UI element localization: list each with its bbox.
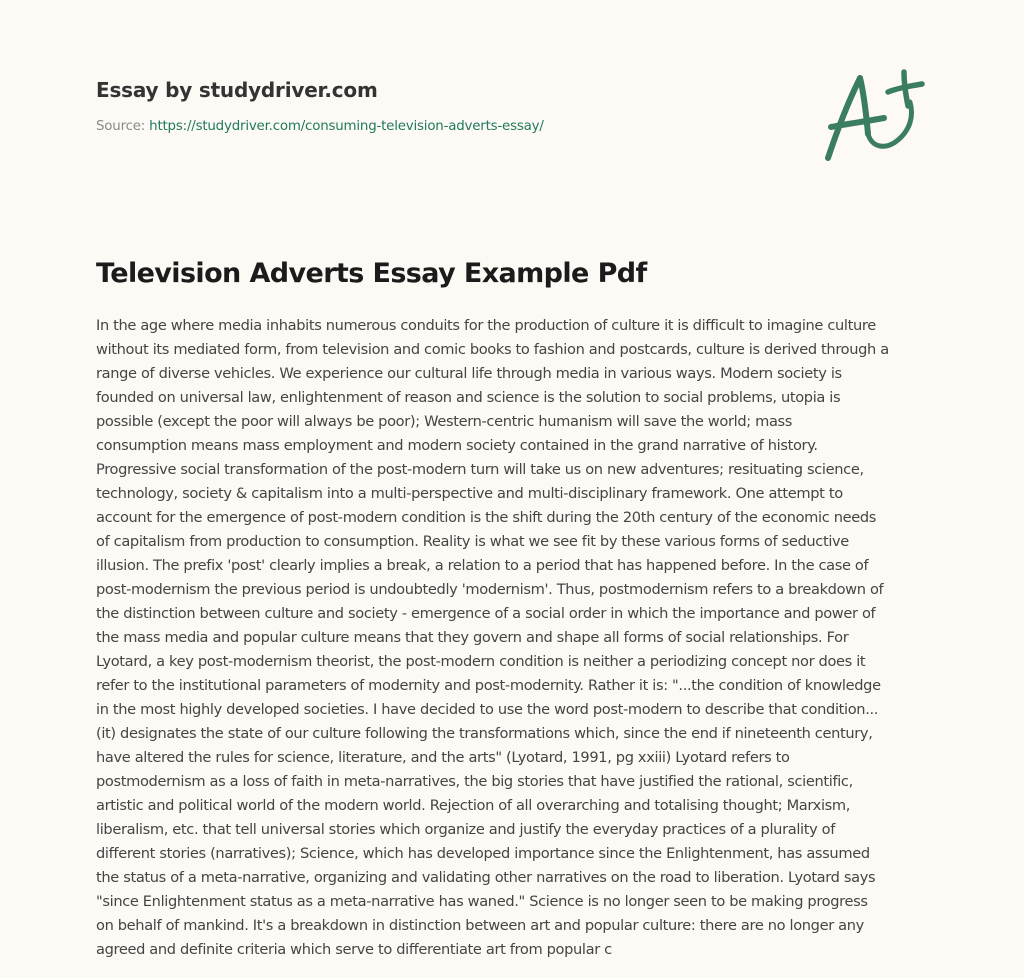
essay-line: liberalism, etc. that tell universal stories which organize and justify the everyday practices of a plurality of — [96, 821, 836, 838]
essay-line: postmodernism as a loss of faith in meta-narratives, the big stories that have justified the rational, scientific, — [96, 773, 853, 790]
essay-line: (it) designates the state of our culture following the transformations which, since the end if nineteenth century, — [96, 725, 873, 742]
essay-line: consumption means mass employment and modern society contained in the grand narrative of history. — [96, 437, 818, 454]
essay-line: range of diverse vehicles. We experience our cultural life through media in various ways. Modern society is — [96, 365, 842, 382]
essay-line: refer to the institutional parameters of modernity and post-modernity. Rather it is: "...the condition of knowledge — [96, 677, 881, 694]
essay-line: In the age where media inhabits numerous conduits for the production of culture it is difficult to imagine culture — [96, 317, 876, 334]
essay-line: agreed and definite criteria which serve to differentiate art from popular c — [96, 941, 612, 958]
essay-line: technology, society & capitalism into a multi-perspective and multi-disciplinary framework. One attempt to — [96, 485, 843, 502]
essay-line: post-modernism the previous period is undoubtedly 'modernism'. Thus, postmodernism refers to a breakdown of — [96, 581, 884, 598]
essay-line: artistic and political world of the modern world. Rejection of all overarching and totalising thought; Marxism, — [96, 797, 851, 814]
essay-line: the distinction between culture and society - emergence of a social order in which the importance and power of — [96, 605, 876, 622]
essay-body — [96, 314, 936, 962]
essay-line: have altered the rules for science, literature, and the arts" (Lyotard, 1991, pg xxiii) Lyotard refers to — [96, 749, 790, 766]
a-plus-grade-icon — [818, 64, 934, 168]
essay-line: the mass media and popular culture means that they govern and shape all forms of social relationships. For — [96, 629, 849, 646]
source-line — [96, 117, 796, 137]
source-link[interactable]: https://studydriver.com/consuming-television-adverts-essay/ — [149, 119, 544, 134]
source-label: Source: — [96, 119, 150, 134]
page-title: Television Adverts Essay Example Pdf — [96, 258, 647, 289]
essay-line: Progressive social transformation of the post-modern turn will take us on new adventures; resituating science, — [96, 461, 864, 478]
site-header — [96, 74, 796, 137]
essay-line: without its mediated form, from television and comic books to fashion and postcards, culture is derived through a — [96, 341, 889, 358]
essay-line: of capitalism from production to consumption. Reality is what we see fit by these various forms of seductive — [96, 533, 849, 550]
essay-line: "since Enlightenment status as a meta-narrative has waned." Science is no longer seen to be making progress — [96, 893, 868, 910]
essay-line: illusion. The prefix 'post' clearly implies a break, a relation to a period that has happened before. In the case of — [96, 557, 869, 574]
site-title: Essay by studydriver.com — [96, 78, 378, 102]
essay-line: the status of a meta-narrative, organizing and validating other narratives on the road to liberation. Lyotard says — [96, 869, 876, 886]
essay-line: on behalf of mankind. It's a breakdown in distinction between art and popular culture: there are no longer any — [96, 917, 864, 934]
essay-line: different stories (narratives); Science, which has developed importance since the Enlightenment, has assumed — [96, 845, 870, 862]
essay-line: account for the emergence of post-modern condition is the shift during the 20th century of the economic needs — [96, 509, 877, 526]
essay-line: Lyotard, a key post-modernism theorist, the post-modern condition is neither a periodizing concept nor does it — [96, 653, 866, 670]
essay-line: in the most highly developed societies. I have decided to use the word post-modern to describe that condition... — [96, 701, 879, 718]
essay-line: possible (except the poor will always be poor); Western-centric humanism will save the world; mass — [96, 413, 793, 430]
essay-line: founded on universal law, enlightenment of reason and science is the solution to social problems, utopia is — [96, 389, 841, 406]
